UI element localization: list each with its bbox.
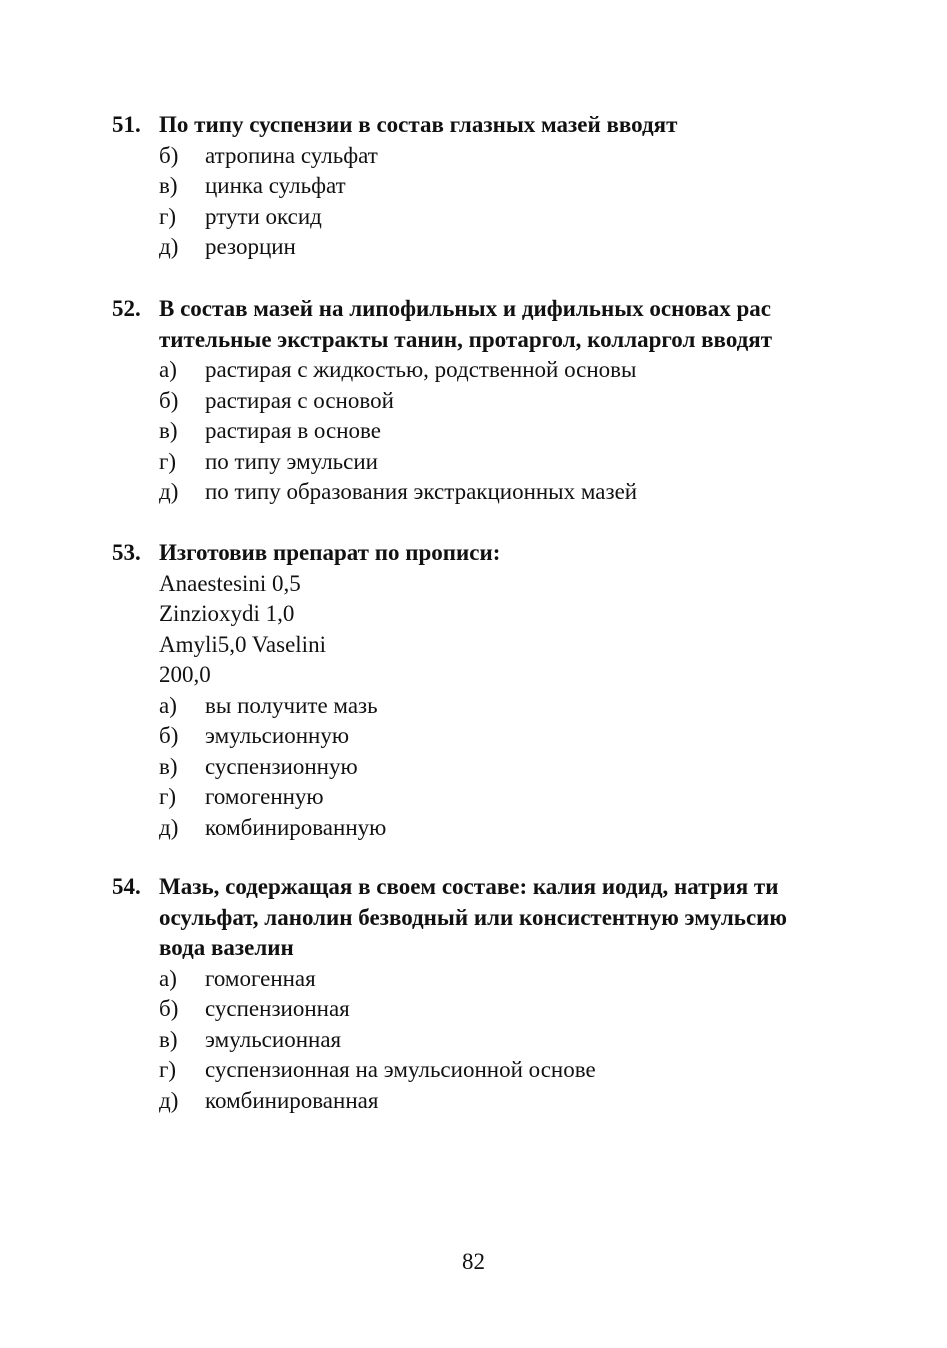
question-number: 54. — [112, 874, 141, 899]
answer-option — [159, 813, 852, 844]
option-letter: в) — [159, 173, 178, 198]
question-52 — [112, 294, 852, 508]
answer-option — [159, 232, 852, 263]
question-text-line: Мазь, содержащая в своем составе: калия иодид, натрия ти — [159, 874, 779, 899]
option-text: растирая в основе — [205, 418, 381, 443]
option-text: по типу эмульсии — [205, 448, 378, 474]
question-text-line: тительные экстракты танин, протаргол, колларгол вводят — [159, 326, 773, 352]
question-heading — [112, 110, 852, 141]
question-text-line: вода вазелин — [159, 935, 294, 960]
option-letter: в) — [159, 1026, 178, 1052]
option-text: гомогенная — [205, 965, 316, 991]
option-text: ртути оксид — [205, 203, 322, 229]
option-letter: д) — [159, 1087, 179, 1113]
question-text — [159, 110, 852, 141]
option-text: суспензионная на эмульсионной основе — [205, 1057, 596, 1082]
question-heading — [112, 294, 852, 355]
option-letter: г) — [159, 1057, 177, 1082]
question-text-line: осульфат, ланолин безводный или консистентную эмульсию — [159, 904, 787, 930]
question-number: 51. — [112, 112, 141, 137]
option-letter: д) — [159, 814, 179, 840]
prescription-line: Amyli5,0 Vaselini — [159, 631, 326, 657]
answer-option — [159, 964, 852, 995]
answer-option — [159, 782, 852, 813]
option-letter: а) — [159, 965, 177, 991]
question-number: 53. — [112, 540, 141, 565]
prescription-line: 200,0 — [159, 662, 211, 687]
question-heading — [112, 538, 852, 569]
option-text: вы получите мазь — [205, 692, 378, 718]
option-text: атропина сульфат — [205, 142, 378, 168]
option-letter: б) — [159, 996, 179, 1021]
answer-option — [159, 1055, 852, 1086]
option-letter: г) — [159, 448, 177, 474]
option-letter: г) — [159, 784, 177, 809]
question-51 — [112, 110, 852, 263]
option-text: цинка сульфат — [205, 173, 346, 198]
option-letter: б) — [159, 723, 179, 748]
option-text: растирая с жидкостью, родственной основы — [205, 357, 637, 382]
answer-option — [159, 752, 852, 783]
option-text: эмульсионная — [205, 1026, 342, 1052]
question-text-line: Изготовив препарат по прописи: — [159, 540, 501, 565]
answer-option — [159, 355, 852, 386]
option-letter: б) — [159, 142, 179, 168]
option-text: эмульсионную — [205, 723, 349, 748]
answer-option — [159, 202, 852, 233]
option-letter: а) — [159, 357, 177, 382]
prescription-line: Zinzioxydi 1,0 — [159, 601, 295, 626]
question-text — [159, 538, 852, 569]
option-text: комбинированная — [205, 1087, 379, 1113]
question-heading — [112, 872, 852, 964]
answer-option — [159, 721, 852, 752]
question-text — [159, 872, 852, 964]
answer-option — [159, 171, 852, 202]
question-text — [159, 294, 852, 355]
option-letter: в) — [159, 418, 178, 443]
question-text-line: По типу суспензии в состав глазных мазей вводят — [159, 112, 678, 137]
answer-option — [159, 386, 852, 417]
option-letter: а) — [159, 692, 177, 718]
answer-option — [159, 691, 852, 722]
option-text: гомогенную — [205, 784, 324, 809]
prescription-line: Anaestesini 0,5 — [159, 570, 301, 596]
option-letter: г) — [159, 203, 177, 229]
option-text: по типу образования экстракционных мазей — [205, 479, 638, 504]
answer-option — [159, 416, 852, 447]
option-text: резорцин — [205, 234, 296, 259]
answer-option — [159, 1025, 852, 1056]
answer-option — [159, 1086, 852, 1117]
answer-option — [159, 477, 852, 508]
option-text: растирая с основой — [205, 387, 394, 413]
option-text: комбинированную — [205, 814, 387, 840]
option-letter: д) — [159, 234, 179, 259]
page-number: 82 — [462, 1249, 485, 1274]
answer-option — [159, 447, 852, 478]
question-number: 52. — [112, 296, 141, 321]
question-text-line: В состав мазей на липофильных и дифильных основах рас — [159, 296, 771, 321]
answer-option — [159, 141, 852, 172]
option-letter: б) — [159, 387, 179, 413]
option-letter: д) — [159, 479, 179, 504]
question-53 — [112, 538, 852, 843]
option-text: суспензионная — [205, 996, 350, 1021]
answer-option — [159, 994, 852, 1025]
option-letter: в) — [159, 753, 178, 779]
question-54 — [112, 872, 852, 1116]
option-text: суспензионную — [205, 753, 358, 779]
